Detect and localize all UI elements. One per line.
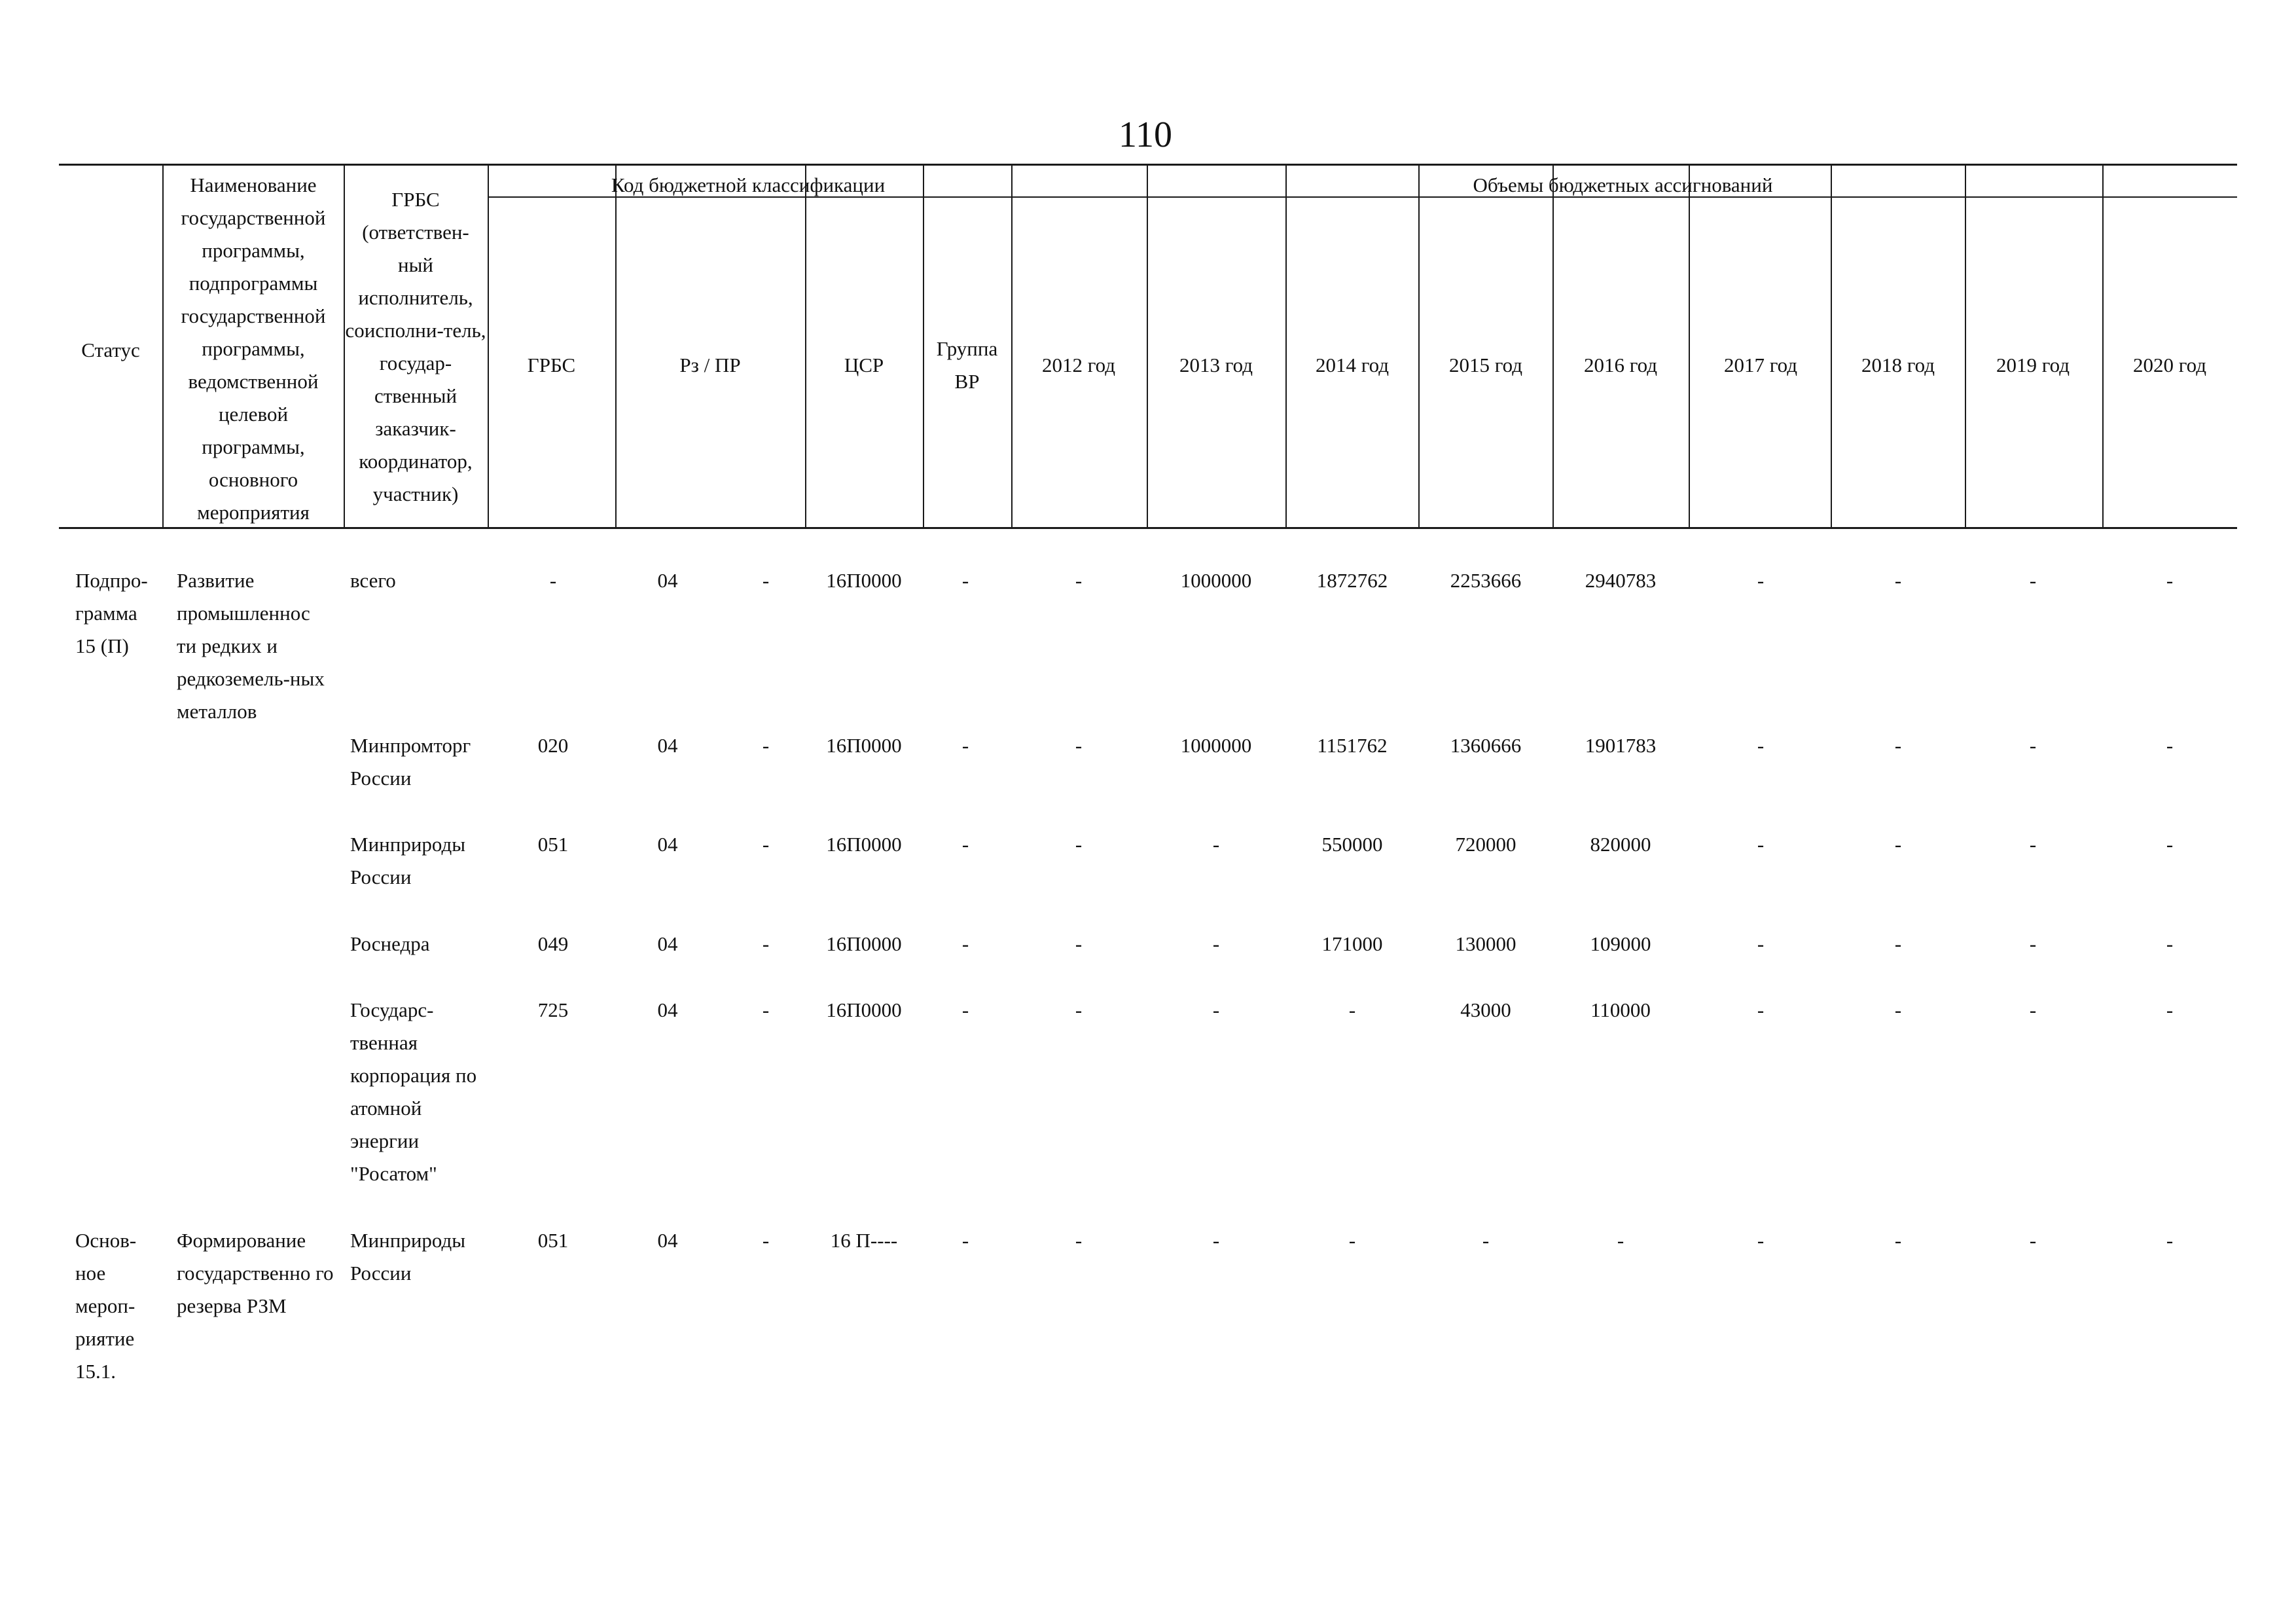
year-value-cell: -	[1757, 1229, 1765, 1252]
header-column-divider	[1418, 164, 1420, 527]
year-header-6: 2017 год	[1723, 354, 1798, 376]
year-value-cell: -	[2029, 569, 2037, 592]
year-value-cell: -	[1757, 569, 1765, 592]
year-value-cell: -	[2166, 1229, 2174, 1252]
header-bottom-rule	[59, 527, 2237, 529]
header-column-divider	[2102, 164, 2104, 527]
grbs-code-cell: 049	[537, 932, 569, 955]
year-value-cell: -	[1757, 998, 1765, 1021]
rz-cell: 04	[657, 734, 678, 757]
csr-cell: 16П0000	[826, 932, 902, 955]
year-value-cell: -	[2166, 998, 2174, 1021]
vr-cell: -	[961, 1229, 969, 1252]
year-value-cell: -	[2029, 734, 2037, 757]
year-value-cell: 1000000	[1180, 734, 1252, 757]
grbs-name-cell: Минпромторг России	[350, 734, 471, 790]
status-cell: Подпро-грамма 15 (П)	[75, 569, 148, 657]
year-value-cell: -	[1894, 998, 1902, 1021]
budget-volume-header: Объемы бюджетных ассигнований	[1473, 173, 1773, 196]
header-column-divider	[1285, 164, 1287, 527]
header-column-divider	[162, 164, 164, 527]
name-header: Наименование государственной программы, подпрограммы государственной программы, ведомственной целевой программы, основного мероприятия	[181, 173, 326, 524]
header-column-divider	[1831, 164, 1832, 527]
year-value-cell: 130000	[1455, 932, 1516, 955]
pr-cell: -	[762, 1229, 770, 1252]
year-header-3: 2014 год	[1315, 354, 1390, 376]
year-value-cell: -	[2166, 734, 2174, 757]
grbs-code-cell: 051	[537, 833, 569, 856]
header-column-divider	[1689, 164, 1690, 527]
rz-cell: 04	[657, 569, 678, 592]
year-value-cell: -	[2166, 833, 2174, 856]
year-value-cell: -	[1894, 569, 1902, 592]
vr-cell: -	[961, 569, 969, 592]
pr-cell: -	[762, 569, 770, 592]
year-value-cell: -	[1757, 833, 1765, 856]
year-value-cell: 110000	[1590, 998, 1651, 1021]
year-value-cell: -	[2029, 932, 2037, 955]
year-value-cell: -	[2029, 1229, 2037, 1252]
year-header-1: 2012 год	[1041, 354, 1116, 376]
header-column-divider	[1965, 164, 1966, 527]
year-value-cell: 171000	[1321, 932, 1383, 955]
year-value-cell: -	[1075, 998, 1083, 1021]
grbs-name-cell: Государс-твенная корпорация по атомной энергии "Росатом"	[350, 998, 477, 1185]
rz-cell: 04	[657, 932, 678, 955]
header-column-divider	[1011, 164, 1013, 527]
year-value-cell: 43000	[1460, 998, 1511, 1021]
vr-group-header: Группа ВР	[936, 337, 998, 393]
grbs-code-cell: 725	[537, 998, 569, 1021]
grbs-code-cell: -	[549, 569, 557, 592]
grbs-code-cell: 020	[537, 734, 569, 757]
year-value-cell: -	[2029, 833, 2037, 856]
page-number: 110	[1119, 115, 1172, 155]
pr-cell: -	[762, 998, 770, 1021]
code-classification-header: Код бюджетной классификации	[611, 173, 886, 196]
csr-cell: 16П0000	[826, 569, 902, 592]
year-value-cell: -	[1075, 932, 1083, 955]
csr-cell: 16П0000	[826, 833, 902, 856]
year-value-cell: -	[1212, 833, 1220, 856]
csr-cell: 16П0000	[826, 734, 902, 757]
year-value-cell: -	[1212, 998, 1220, 1021]
pr-cell: -	[762, 932, 770, 955]
name-cell: Развитие промышленнос ти редких и редкоземель-ных металлов	[177, 569, 325, 723]
status-header: Статус	[81, 338, 140, 361]
year-value-cell: -	[1894, 833, 1902, 856]
year-value-cell: -	[1075, 569, 1083, 592]
year-value-cell: -	[1894, 734, 1902, 757]
year-value-cell: 109000	[1590, 932, 1651, 955]
csr-header: ЦСР	[844, 354, 884, 376]
year-value-cell: -	[1075, 833, 1083, 856]
year-value-cell: 2253666	[1450, 569, 1522, 592]
year-value-cell: -	[1348, 998, 1356, 1021]
csr-cell: 16 П----	[830, 1229, 898, 1252]
grbs-code-header: ГРБС	[527, 354, 576, 376]
year-value-cell: 820000	[1590, 833, 1651, 856]
year-header-5: 2016 год	[1583, 354, 1658, 376]
year-value-cell: -	[1212, 932, 1220, 955]
header-column-divider	[1147, 164, 1148, 527]
year-header-8: 2019 год	[1996, 354, 2070, 376]
year-value-cell: 1151762	[1317, 734, 1388, 757]
year-value-cell: -	[1212, 1229, 1220, 1252]
year-value-cell: -	[1894, 932, 1902, 955]
year-value-cell: 1000000	[1180, 569, 1252, 592]
grbs-name-cell: Минприроды России	[350, 833, 466, 888]
vr-cell: -	[961, 833, 969, 856]
year-value-cell: -	[1757, 734, 1765, 757]
year-value-cell: 720000	[1455, 833, 1516, 856]
header-column-divider	[488, 164, 489, 527]
header-column-divider	[1552, 164, 1554, 527]
year-value-cell: 1872762	[1316, 569, 1388, 592]
rz-cell: 04	[657, 1229, 678, 1252]
year-value-cell: 1360666	[1450, 734, 1522, 757]
vr-cell: -	[961, 734, 969, 757]
pr-cell: -	[762, 734, 770, 757]
year-value-cell: -	[1894, 1229, 1902, 1252]
pr-cell: -	[762, 833, 770, 856]
year-value-cell: 1901783	[1585, 734, 1657, 757]
year-value-cell: -	[1617, 1229, 1624, 1252]
name-cell: Формирование государственно го резерва РЗМ	[177, 1229, 334, 1317]
year-value-cell: 2940783	[1585, 569, 1657, 592]
vr-cell: -	[961, 998, 969, 1021]
header-column-divider	[805, 164, 806, 527]
year-header-7: 2018 год	[1861, 354, 1935, 376]
grbs-responsible-header: ГРБС (ответствен-ный исполнитель, соисполни-тель, государ-ственный заказчик-координатор, участник)	[345, 188, 486, 505]
year-value-cell: -	[1075, 734, 1083, 757]
rz-cell: 04	[657, 833, 678, 856]
header-column-divider	[615, 164, 617, 527]
year-header-2: 2013 год	[1179, 354, 1253, 376]
vr-cell: -	[961, 932, 969, 955]
rz-pr-header: Рз / ПР	[679, 354, 741, 376]
year-value-cell: -	[1075, 1229, 1083, 1252]
status-cell: Основ-ное мероп-риятие 15.1.	[75, 1229, 137, 1383]
grbs-name-cell: Роснедра	[350, 932, 430, 955]
year-value-cell: -	[2166, 932, 2174, 955]
year-value-cell: 550000	[1321, 833, 1383, 856]
year-header-9: 2020 год	[2132, 354, 2207, 376]
grbs-name-cell: всего	[350, 569, 396, 592]
year-value-cell: -	[1482, 1229, 1490, 1252]
grbs-name-cell: Минприроды России	[350, 1229, 466, 1285]
header-top-rule	[59, 164, 2237, 166]
rz-cell: 04	[657, 998, 678, 1021]
grbs-code-cell: 051	[537, 1229, 569, 1252]
csr-cell: 16П0000	[826, 998, 902, 1021]
year-value-cell: -	[2166, 569, 2174, 592]
year-value-cell: -	[1757, 932, 1765, 955]
year-value-cell: -	[2029, 998, 2037, 1021]
year-header-4: 2015 год	[1448, 354, 1523, 376]
year-value-cell: -	[1348, 1229, 1356, 1252]
